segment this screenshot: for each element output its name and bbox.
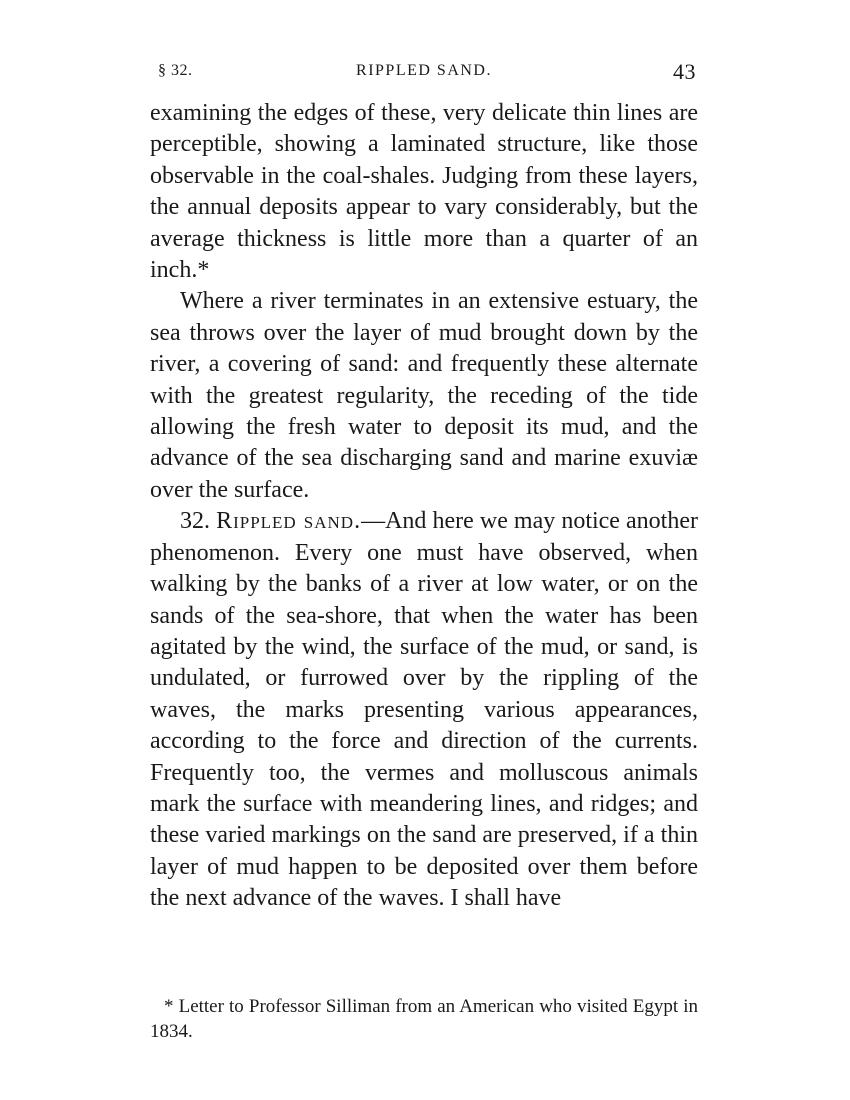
paragraph-continued: examining the edges of these, very delicate thin lines are perceptible, showing a laminated structure, like those observable in the coal-shales. Judging from these layers, the annual deposits appear to vary considerably, but the average thickness is little more than a quarter of an inch.*	[150, 100, 698, 284]
running-header	[150, 60, 698, 84]
book-page	[150, 0, 698, 1100]
section-number: 32.	[180, 508, 210, 535]
body-text	[150, 98, 698, 915]
section-marker: § 32.	[158, 62, 193, 79]
page-number: 43	[673, 59, 696, 84]
running-title: RIPPLED SAND.	[356, 62, 492, 79]
paragraph-rippled-sand	[150, 506, 698, 914]
footnote-text: * Letter to Professor Silliman from an American who visited Egypt in 1834.	[150, 996, 698, 1042]
section-body-text: —And here we may notice another phenomenon. Every one must have observed, when walking by the banks of a river at low water, or on the sands of the sea-shore, that when the water has been agitated by the wind, the surface of the mud, or sand, is undulated, or furrowed over by the rippling of the waves, the marks presenting various appearances, according to the force and direction of the currents. Frequently too, the vermes and molluscous animals mark the surface with meandering lines, and ridges; and these varied markings on the sand are preserved, if a thin layer of mud happen to be deposited over them before the next advance of the waves. I shall have	[150, 508, 698, 912]
section-heading: Rippled sand.	[216, 508, 362, 535]
paragraph-estuary: Where a river terminates in an extensive estuary, the sea throws over the layer of mud brought down by the river, a covering of sand: and frequently these alternate with the greatest regularity, the receding of the tide allowing the fresh water to deposit its mud, and the advance of the sea discharging sand and marine exuviæ over the surface.	[150, 288, 698, 503]
footnote	[150, 994, 698, 1044]
